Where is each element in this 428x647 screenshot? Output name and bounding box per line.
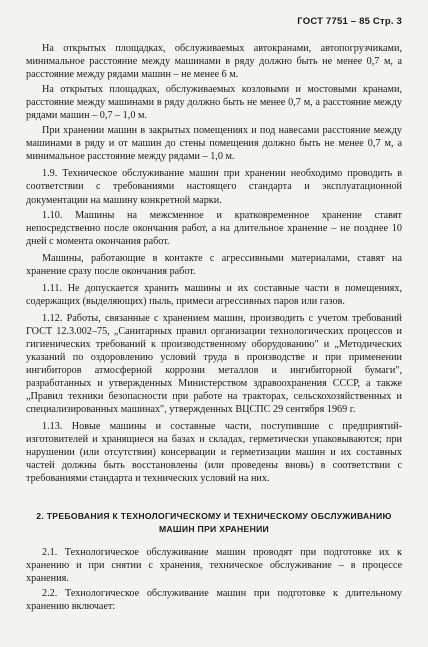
paragraph: На открытых площадках, обслуживаемых козловыми и мостовыми кранами, расстояние между машинами в ряду должно быть не менее 0,7 м, а расстояние между рядами машин – 0,7 – 1,0 м. bbox=[26, 84, 402, 122]
section-paragraph: 2.2. Технологическое обслуживание машин при подготовке к длительному хранению включает: bbox=[26, 587, 402, 612]
paragraph: При хранении машин в закрытых помещениях и под навесами расстояние между машинами в ряду и от машин до стены помещения должно быть не менее 0,7 м, а минимальное расстояние между рядами – 1,0 м. bbox=[26, 125, 402, 163]
paragraph: 1.12. Работы, связанные с хранением машин, производить с учетом требований ГОСТ 12.3.002–75, „Санитарных правил организации технологических процессов и гигиенических требований к производственному оборудованию" и „Методических указаний по оздоровлению условий труда в производстве и при применении ингибиторов атмосферной коррозии металлов и ингибиторной бумаги", разработанных и утвержденных Министерством здравоохранения СССР, а также „Правил техники безопасности при работе на тракторах, сельскохозяйственных и специализированных машинах", утвержденных ВЦСПС 29 сентября 1969 г. bbox=[26, 312, 402, 416]
page-header: ГОСТ 7751 – 85 Стр. 3 bbox=[297, 16, 402, 27]
paragraph: 1.11. Не допускается хранить машины и их составные части в помещениях, содержащих (выделяющих) пыль, примеси агрессивных паров или газов. bbox=[26, 282, 402, 307]
paragraph: 1.10. Машины на межсменное и кратковременное хранение ставят непосредственно после окончания работ, а на длительное хранение – не позднее 10 дней с момента окончания работ. bbox=[26, 209, 402, 247]
section-paragraph: 2.1. Технологическое обслуживание машин проводят при подготовке их к хранению и при снятии с хранения, техническое обслуживание – в процессе хранения. bbox=[26, 546, 402, 584]
paragraph: Машины, работающие в контакте с агрессивными материалами, ставят на хранение сразу после окончания работ. bbox=[26, 252, 402, 277]
paragraph: 1.9. Техническое обслуживание машин при хранении необходимо проводить в соответствии с требованиями настоящего стандарта и эксплуатационной документации на машину конкретной марки. bbox=[26, 168, 402, 206]
section-title: 2. ТРЕБОВАНИЯ К ТЕХНОЛОГИЧЕСКОМУ И ТЕХНИЧЕСКОМУ ОБСЛУЖИВАНИЮ МАШИН ПРИ ХРАНЕНИИ bbox=[36, 510, 392, 534]
paragraph: На открытых площадках, обслуживаемых автокранами, автопогрузчиками, минимальное расстояние между машинами в ряду должно быть не менее 0,7 м, а расстояние между рядами машин – не менее 6 м. bbox=[26, 43, 402, 81]
paragraph: 1.13. Новые машины и составные части, поступившие с предприятий-изготовителей и хранящиеся на базах и складах, герметически упаковываются; при нарушении (или отсутствии) консервации и герметизации машин и их составных частей должны быть восстановлены (или проведены вновь) в соответствии с требованиями стандарта и технических условий на них. bbox=[26, 421, 402, 485]
document-body bbox=[26, 42, 402, 615]
